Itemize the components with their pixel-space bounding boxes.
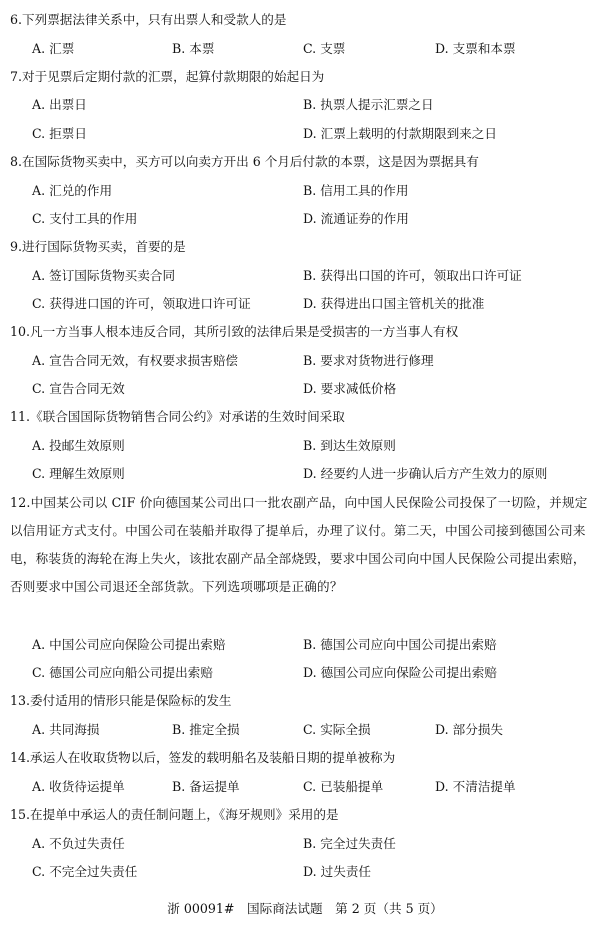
question-8-stem: 8.在国际货物买卖中，买方可以向卖方开出 6 个月后付款的本票，这是因为票据具有 [10,154,479,169]
question-10-option-c: C. 宣告合同无效 [32,381,125,396]
question-6-option-b: B. 本票 [172,41,215,56]
question-12-option-c: C. 德国公司应向船公司提出索赔 [32,665,213,680]
question-15-option-b: B. 完全过失责任 [303,836,396,851]
question-8-option-d: D. 流通证券的作用 [303,211,409,226]
question-10-stem: 10.凡一方当事人根本违反合同，其所引致的法律后果是受损害的一方当事人有权 [10,324,459,339]
question-14-option-c: C. 已装船提单 [303,779,384,794]
question-6-option-d: D. 支票和本票 [435,41,516,56]
question-13-option-d: D. 部分损失 [435,722,504,737]
question-15-stem: 15.在提单中承运人的责任制问题上，《海牙规则》采用的是 [10,807,339,822]
question-14-stem: 14.承运人在收取货物以后，签发的载明船名及装船日期的提单被称为 [10,750,396,765]
question-7-option-a: A. 出票日 [32,97,87,112]
question-12-option-d: D. 德国公司应向保险公司提出索赔 [303,665,497,680]
question-15-option-d: D. 过失责任 [303,864,372,879]
question-14-option-d: D. 不清洁提单 [435,779,516,794]
question-12-stem: 12.中国某公司以 CIF 价向德国某公司出口一批农副产品，向中国人民保险公司投保了一切险，并规定以信用证方式支付。中国公司在装船并取得了提单后，办理了议付。第二天，中国公司接到德国公司来电，称装货的海轮在海上失火，该批农副产品全部烧毁，要求中国公司向中国人民保险公司提出索赔，否则要求中国公司退还全部货款。下列选项哪项是正确的？ [10,495,588,594]
question-11-stem: 11.《联合国国际货物销售合同公约》对承诺的生效时间采取 [10,409,345,424]
question-6-stem: 6.下列票据法律关系中，只有出票人和受款人的是 [10,12,287,27]
question-13-option-c: C. 实际全损 [303,722,371,737]
question-11-option-b: B. 到达生效原则 [303,438,396,453]
question-13-stem: 13.委付适用的情形只能是保险标的发生 [10,693,232,708]
question-7-option-d: D. 汇票上载明的付款期限到来之日 [303,126,497,141]
question-8-option-b: B. 信用工具的作用 [303,183,409,198]
question-10-option-a: A. 宣告合同无效，有权要求损害赔偿 [32,353,239,368]
question-13-option-a: A. 共同海损 [32,722,100,737]
question-11-option-a: A. 投邮生效原则 [32,438,125,453]
question-11-option-d: D. 经要约人进一步确认后方产生效力的原则 [303,466,548,481]
question-9-stem: 9.进行国际货物买卖，首要的是 [10,239,186,254]
question-7-option-c: C. 拒票日 [32,126,87,141]
question-7-stem: 7.对于见票后定期付款的汇票，起算付款期限的始起日为 [10,69,325,84]
question-6-option-c: C. 支票 [303,41,346,56]
page-footer: 浙 00091# 国际商法试题 第 2 页（共 5 页） [167,901,443,916]
question-8-option-c: C. 支付工具的作用 [32,211,138,226]
question-9-option-b: B. 获得出口国的许可，领取出口许可证 [303,268,522,283]
question-6-option-a: A. 汇票 [32,41,75,56]
question-8-option-a: A. 汇兑的作用 [32,183,113,198]
question-10-option-b: B. 要求对货物进行修理 [303,353,434,368]
question-9-option-c: C. 获得进口国的许可，领取进口许可证 [32,296,251,311]
question-9-option-a: A. 签订国际货物买卖合同 [32,268,176,283]
question-14-option-b: B. 备运提单 [172,779,240,794]
question-13-option-b: B. 推定全损 [172,722,240,737]
question-12-option-a: A. 中国公司应向保险公司提出索赔 [32,637,226,652]
question-11-option-c: C. 理解生效原则 [32,466,125,481]
question-15-option-c: C. 不完全过失责任 [32,864,138,879]
question-15-option-a: A. 不负过失责任 [32,836,125,851]
question-7-option-b: B. 执票人提示汇票之日 [303,97,434,112]
question-10-option-d: D. 要求减低价格 [303,381,397,396]
question-12-option-b: B. 德国公司应向中国公司提出索赔 [303,637,497,652]
question-9-option-d: D. 获得进出口国主管机关的批准 [303,296,485,311]
question-14-option-a: A. 收货待运提单 [32,779,125,794]
